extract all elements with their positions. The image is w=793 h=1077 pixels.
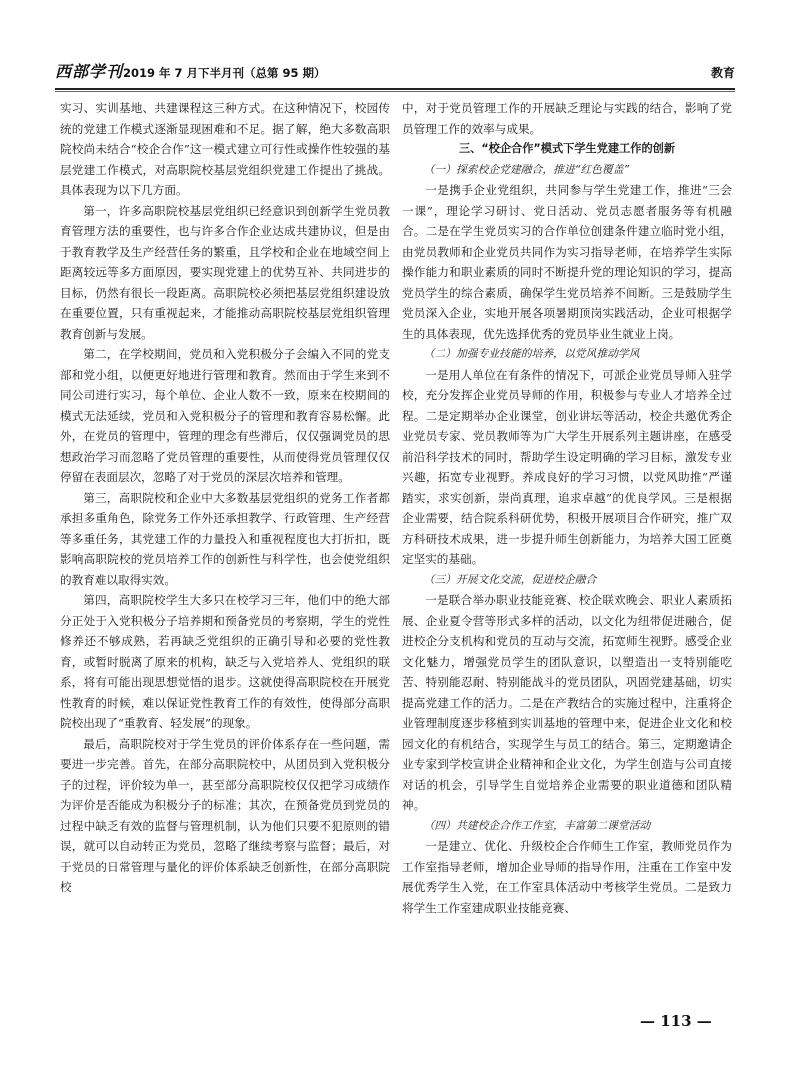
journal-logo: 西部学刊 <box>55 62 124 81</box>
paragraph: 最后，高职院校对于学生党员的评价体系存在一些问题，需要进一步完善。首先，在部分高职院校中，从团员到入党积极分子的过程，评价较为单一，甚至部分高职院校仅仅把学习成绩作为评价是否能成为积极分子的标准；其次，在预备党员到党员的过程中缺乏有效的监督与管理机制，认为他们只要不犯原则的错误，就可以自动转正为党员，忽略了继续考察与监督；最后，对于党员的日常管理与量化的评价体系缺乏创新性，在部分高职院校 <box>60 736 390 894</box>
header-rule-thin <box>55 91 735 92</box>
subsection-heading: （四）共建校企合作工作室，丰富第二课堂活动 <box>423 818 651 832</box>
paragraph: 第三，高职院校和企业中大多数基层党组织的党务工作者都承担多重角色，除党务工作外还承担教学、行政管理、生产经营等多重任务，其党建工作的力量投入和重视程度也大打折扣，既影响高职院校的党员培养工作的创新性与科学性，也会使党组织的教育难以取得实效。 <box>60 490 390 587</box>
subsection-heading: （一）探索校企党建融合，推进“红色覆盖” <box>423 162 630 176</box>
page-number: — 113 — <box>640 1012 712 1030</box>
section-heading: 三、“校企合作”模式下学生党建工作的创新 <box>458 142 676 155</box>
section-label: 教育 <box>710 66 735 80</box>
paragraph: 一是携手企业党组织，共同参与学生党建工作，推进“三会一课”，理论学习研讨、党日活动、党员志愿者服务等有机融合。二是在学生党员实习的合作单位创建条件建立临时党小组，由党员教师和企业党员共同作为实习指导老师，在培养学生实际操作能力和职业素质的同时不断提升党的理论知识的学习，提高党员学生的综合素质，确保学生党员培养不间断。三是鼓励学生党员深入企业，实地开展各项暑期顶岗实践活动，企业可根据学生的具体表现，优先选择优秀的党员毕业生就业上岗。 <box>402 183 732 341</box>
issue-info: 2019 年 7 月下半月刊（总第 95 期） <box>123 66 326 80</box>
paragraph: 第四，高职院校学生大多只在校学习三年，他们中的绝大部分正处于入党积极分子培养期和预备党员的考察期，学生的党性修养还不够成熟，若再缺乏党组织的正确引导和必要的党性教育，或暂时脱离了原来的机构，缺乏与入党培养人、党组织的联系，将有可能出现思想觉悟的退步。这就使得高职院校在开展党性教育的时候，难以保证党性教育工作的有效性，使得部分高职院校出现了“重教育、轻发展”的现象。 <box>60 593 390 730</box>
paragraph: 实习、实训基地、共建课程这三种方式。在这种情况下，校园传统的党建工作模式逐渐显现困难和不足。据了解，绝大多数高职院校尚未结合“校企合作”这一模式建立可行性或操作性较强的基层党建工作模式，对高职院校基层党组织党建工作提出了挑战。具体表现为以下几方面。 <box>60 101 390 197</box>
right-column <box>402 98 732 918</box>
paragraph: 一是用人单位在有条件的情况下，可派企业党员导师入驻学校，充分发挥企业党员导师的作用，积极参与专业人才培养全过程。二是定期举办企业课堂，创业讲坛等活动，校企共邀优秀企业党员专家、党员教师等为广大学生开展系列主题讲座，在感受前沿科学技术的同时，帮助学生设定明确的学习目标，激发专业兴趣，拓宽专业视野。养成良好的学习习惯，以党风助推“严谨踏实，求实创新，崇尚真理，追求卓越”的优良学风。三是根据企业需要，结合院系科研优势，积极开展项目合作研究，推广双方科研技术成果，进一步提升师生创新能力，为培养大国工匠奠定坚实的基础。 <box>402 367 732 566</box>
left-column <box>60 98 390 898</box>
header-rule-thick <box>55 88 735 90</box>
paragraph: 第二，在学校期间，党员和入党积极分子会编入不同的党支部和党小组，以便更好地进行管理和教育。然而由于学生来到不同公司进行实习，每个单位、企业人数不一致，原来在校期间的模式无法延续，党员和入党积极分子的管理和教育容易松懈。此外，在党员的管理中，管理的理念有些滞后，仅仅强调党员的思想政治学习而忽略了党员管理的重要性，从而使得党员管理仅仅停留在表面层次，忽略了对于党员的深层次培养和管理。 <box>60 347 390 484</box>
running-header <box>55 62 735 84</box>
subsection-heading: （三）开展文化交流，促进校企融合 <box>423 572 597 586</box>
paragraph: 一是建立、优化、升级校企合作师生工作室，教师党员作为工作室指导老师，增加企业导师的指导作用，注重在工作室中发展优秀学生入党，在工作室具体活动中考核学生党员。二是致力将学生工作室建成职业技能竞赛、 <box>402 839 732 915</box>
paragraph: 一是联合举办职业技能竞赛、校企联欢晚会、职业人素质拓展、企业夏令营等形式多样的活动，以文化为纽带促进融合，促进校企分支机构和党员的互动与交流，拓宽师生视野。感受企业文化魅力，增强党员学生的团队意识，以塑造出一支特别能吃苦、特别能忍耐、特别能战斗的党员团队，巩固党建基础，切实提高党建工作的活力。二是在产教结合的实施过程中，注重将企业管理制度逐步移植到实训基地的管理中来，促进企业文化和校园文化的有机结合，实现学生与员工的结合。第三，定期邀请企业专家到学校宣讲企业精神和企业文化，为学生创造与公司直接对话的机会，引导学生自觉培养企业需要的职业道德和团队精神。 <box>402 593 732 812</box>
paragraph: 中，对于党员管理工作的开展缺乏理论与实践的结合，影响了党员管理工作的效率与成果。 <box>402 101 732 136</box>
paragraph: 第一，许多高职院校基层党组织已经意识到创新学生党员教育管理方法的重要性，也与许多合作企业达成共建协议，但是由于教育教学及生产经营任务的繁重，且学校和企业在地域空间上距离较远等多方面原因，要实现党建上的优势互补、共同进步的目标，仍然有很长一段距离。高职院校必须把基层党组织建设放在重要位置，只有重视起来，才能推动高职院校基层党组织管理教育创新与发展。 <box>60 203 390 341</box>
subsection-heading: （二）加强专业技能的培养，以党风推动学风 <box>423 347 640 360</box>
